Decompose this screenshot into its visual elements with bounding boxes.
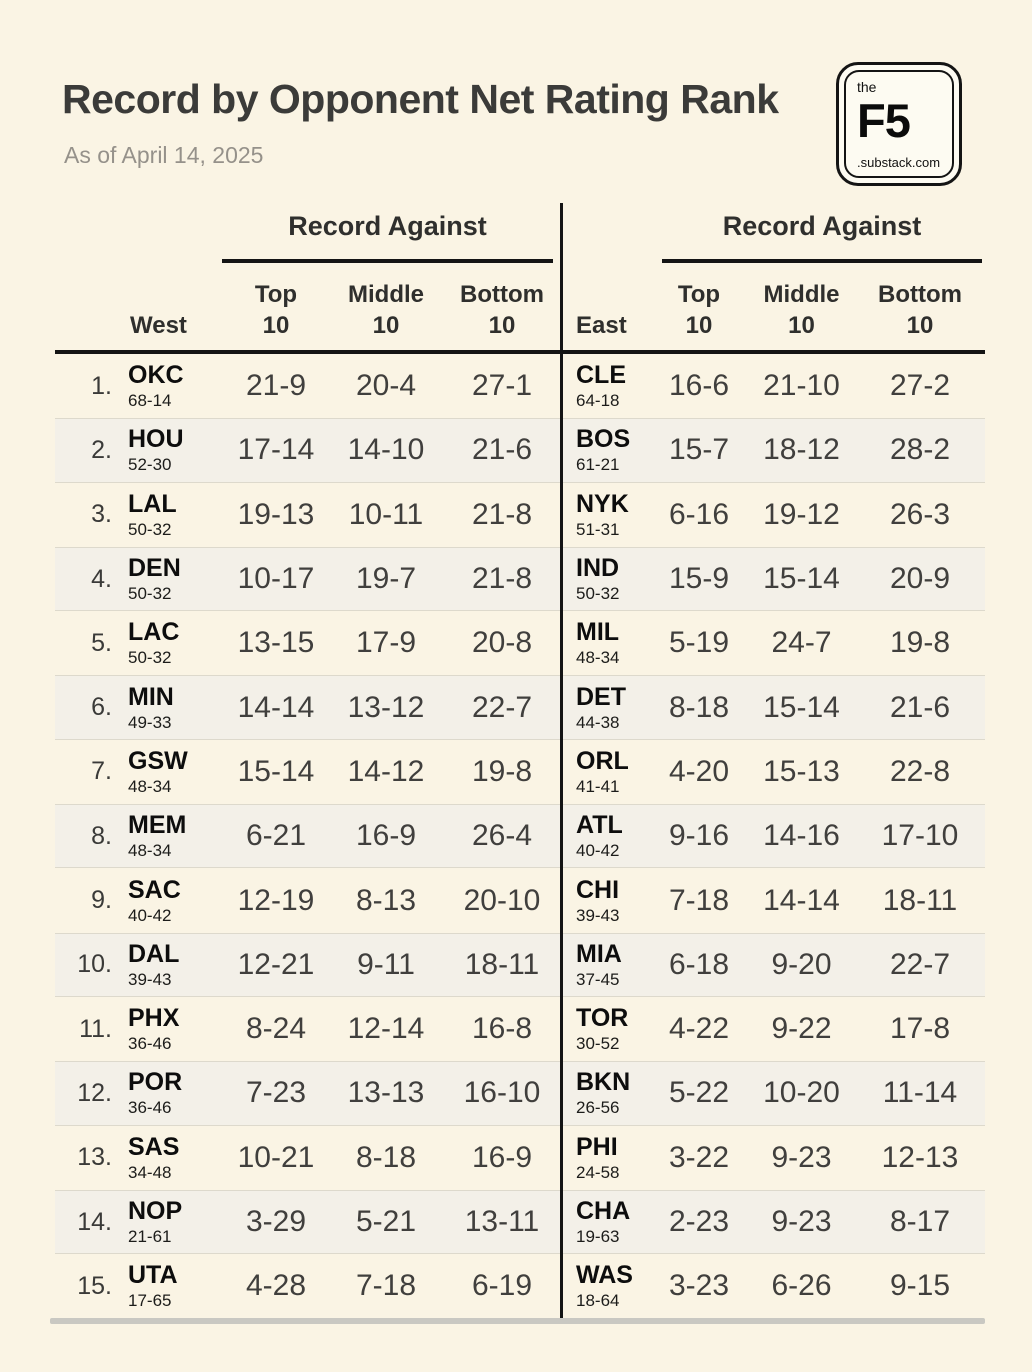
rank-label: 1. [91, 371, 112, 400]
west-top10-value: 17-14 [237, 433, 315, 467]
team-record: 39-43 [128, 969, 172, 989]
team-abbr: IND [576, 554, 620, 583]
team-record: 50-32 [128, 648, 172, 668]
east-bottom10-value: 22-7 [889, 947, 951, 981]
rank-label: 8. [91, 821, 112, 850]
page-title: Record by Opponent Net Rating Rank [62, 76, 779, 122]
team-record: 30-52 [576, 1034, 620, 1054]
west-top10-value: 6-21 [245, 819, 307, 853]
rank-label: 4. [91, 564, 112, 593]
team-abbr: HOU [128, 425, 184, 454]
table-row [55, 1254, 985, 1318]
east-top10-value: 15-7 [668, 433, 730, 467]
west-middle10-value: 5-21 [355, 1205, 417, 1238]
team-record: 68-14 [128, 391, 172, 411]
east-bottom10-value: 17-10 [881, 819, 959, 853]
team-record: 51-31 [576, 519, 620, 539]
team-record: 48-34 [128, 841, 172, 861]
west-top10-value: 13-15 [237, 626, 315, 660]
conference-divider-line [560, 203, 563, 1320]
east-top10-value: 16-6 [668, 369, 730, 403]
logo-substack-label: .substack.com [857, 155, 941, 170]
rank-label: 10. [77, 950, 112, 979]
team-abbr: UTA [128, 1261, 178, 1290]
west-team-cell [118, 1254, 222, 1318]
west-middle10-value: 13-13 [347, 1076, 425, 1110]
west-bottom10-value: 20-10 [463, 883, 541, 917]
east-middle10-value: 10-20 [763, 1076, 840, 1110]
west-middle10-value: 8-18 [355, 1140, 417, 1174]
team-abbr: MEM [128, 811, 187, 840]
team-abbr: TOR [576, 1004, 629, 1033]
f5-logo [836, 62, 962, 186]
west-bottom10-value: 6-19 [471, 1269, 533, 1303]
table-row [55, 740, 985, 804]
east-middle10-value: 15-14 [763, 690, 840, 724]
west-team-cell [118, 419, 222, 481]
col-header-line2: 10 [906, 311, 934, 339]
col-header-line2: 10 [685, 311, 713, 339]
east-middle10-value: 15-13 [763, 754, 840, 788]
col-header-line2: 10 [788, 311, 815, 339]
col-header-line1: Top [677, 280, 721, 308]
team-record: 34-48 [128, 1162, 172, 1182]
east-top10-value: 3-22 [668, 1140, 730, 1174]
east-top10-value: 6-16 [668, 497, 730, 531]
table-body [55, 354, 985, 1318]
col-header-line1: Bottom [460, 280, 544, 308]
east-bottom10-value: 8-17 [889, 1205, 951, 1238]
west-bottom10-value: 16-10 [463, 1076, 541, 1110]
group-header-west: Record Against [222, 205, 553, 263]
team-abbr: LAL [128, 489, 177, 518]
west-middle10-value: 8-13 [355, 883, 417, 917]
conference-label-east: East [576, 312, 627, 339]
west-top10-value: 19-13 [237, 497, 315, 531]
team-record: 26-56 [576, 1098, 620, 1118]
team-abbr: GSW [128, 746, 188, 775]
rank-label: 14. [77, 1207, 112, 1236]
east-team-cell [562, 997, 650, 1061]
column-header-row [55, 263, 985, 354]
team-record: 48-34 [576, 648, 620, 668]
east-top10-value: 6-18 [668, 947, 730, 981]
rank-label: 2. [91, 435, 112, 464]
east-bottom10-value: 18-11 [882, 883, 958, 917]
group-header-row [55, 205, 985, 263]
east-middle10-value: 14-16 [763, 819, 840, 853]
west-middle10-value: 12-14 [347, 1012, 425, 1046]
team-record: 50-32 [576, 584, 620, 604]
east-bottom10-value: 11-14 [882, 1076, 958, 1110]
rank-label: 13. [77, 1143, 112, 1172]
west-bottom10-value: 21-8 [471, 497, 533, 531]
east-middle10-value: 18-12 [763, 433, 840, 467]
team-record: 36-46 [128, 1098, 172, 1118]
east-top10-value: 5-19 [668, 626, 730, 660]
east-team-cell [562, 483, 650, 547]
east-top10-value: 4-20 [668, 754, 730, 788]
rank-label: 3. [91, 500, 112, 529]
west-top10-value: 10-21 [237, 1140, 315, 1174]
east-team-cell [562, 611, 650, 675]
table-row [55, 418, 985, 482]
team-record: 19-63 [576, 1227, 620, 1246]
team-abbr: MIN [128, 682, 174, 711]
east-middle10-value: 9-23 [771, 1205, 832, 1238]
team-abbr: CHA [576, 1197, 631, 1225]
team-record: 44-38 [576, 712, 620, 732]
west-middle10-value: 9-11 [357, 947, 415, 981]
west-top10-value: 10-17 [237, 562, 315, 596]
east-team-cell [562, 805, 650, 867]
team-record: 52-30 [128, 455, 172, 475]
west-team-cell [118, 611, 222, 675]
west-team-cell [118, 868, 222, 932]
east-middle10-value: 15-14 [763, 562, 840, 596]
team-record: 50-32 [128, 519, 172, 539]
standings-table [55, 205, 985, 1318]
west-middle10-value: 14-10 [347, 433, 425, 467]
team-abbr: PHX [128, 1004, 180, 1033]
team-abbr: ORL [576, 746, 629, 775]
east-bottom10-value: 27-2 [889, 369, 951, 403]
col-header-line2: 10 [372, 311, 400, 339]
table-row [55, 354, 985, 418]
team-record: 48-34 [128, 776, 172, 796]
team-abbr: ATL [576, 811, 623, 840]
west-bottom10-value: 20-8 [471, 626, 533, 660]
west-team-cell [118, 548, 222, 610]
east-team-cell [562, 740, 650, 804]
page-subtitle: As of April 14, 2025 [64, 142, 264, 168]
east-bottom10-value: 20-9 [889, 562, 951, 596]
west-bottom10-value: 21-6 [471, 433, 533, 467]
west-team-cell [118, 676, 222, 738]
west-bottom10-value: 18-11 [464, 947, 540, 981]
team-record: 24-58 [576, 1162, 620, 1182]
team-abbr: NYK [576, 489, 629, 518]
rank-label: 7. [91, 757, 112, 786]
col-header-middle10-west [330, 263, 442, 350]
f5-logo-key [844, 70, 954, 178]
east-bottom10-value: 17-8 [889, 1012, 951, 1046]
west-top10-value: 4-28 [245, 1269, 307, 1303]
team-abbr: PHI [576, 1132, 618, 1161]
west-top10-value: 12-21 [237, 947, 315, 981]
west-team-cell [118, 354, 222, 418]
west-team-cell [118, 740, 222, 804]
east-team-cell [562, 548, 650, 610]
col-header-line2: 10 [488, 311, 516, 339]
west-team-cell [118, 934, 222, 996]
table-row [55, 868, 985, 932]
east-middle10-value: 24-7 [771, 626, 832, 660]
west-team-cell [118, 805, 222, 867]
team-record: 49-33 [128, 712, 172, 732]
table-row [55, 933, 985, 997]
west-bottom10-value: 21-8 [471, 562, 533, 596]
table-row [55, 804, 985, 868]
team-record: 17-65 [128, 1291, 172, 1311]
col-header-line1: Top [254, 280, 298, 308]
west-middle10-value: 10-11 [348, 497, 424, 531]
logo-the-label: the [857, 79, 877, 95]
east-middle10-value: 21-10 [763, 369, 840, 403]
west-top10-value: 12-19 [237, 883, 315, 917]
rank-label: 15. [77, 1271, 112, 1300]
west-middle10-value: 16-9 [355, 819, 417, 853]
east-bottom10-value: 21-6 [889, 690, 951, 724]
west-bottom10-value: 26-4 [471, 819, 533, 853]
team-record: 41-41 [576, 776, 620, 796]
col-header-line1: Middle [348, 280, 424, 308]
west-top10-value: 8-24 [245, 1012, 307, 1046]
east-top10-value: 9-16 [668, 819, 730, 853]
east-bottom10-value: 28-2 [889, 433, 951, 467]
col-header-line1: Bottom [878, 280, 962, 308]
west-middle10-value: 13-12 [347, 690, 425, 724]
team-record: 36-46 [128, 1034, 172, 1054]
east-bottom10-value: 22-8 [889, 754, 951, 788]
east-middle10-value: 19-12 [763, 497, 840, 531]
east-middle10-value: 9-22 [771, 1012, 832, 1046]
table-row [55, 547, 985, 611]
team-abbr: DET [576, 682, 626, 711]
east-top10-value: 3-23 [668, 1269, 730, 1303]
team-abbr: MIA [576, 939, 622, 968]
east-team-cell [562, 868, 650, 932]
team-record: 61-21 [576, 455, 620, 475]
conference-label-west: West [130, 312, 187, 339]
col-header-bottom10-west [442, 263, 562, 350]
team-abbr: SAC [128, 875, 181, 904]
west-team-cell [118, 997, 222, 1061]
east-middle10-value: 6-26 [771, 1269, 832, 1303]
team-abbr: SAS [128, 1132, 180, 1161]
table-row [55, 1126, 985, 1190]
west-middle10-value: 7-18 [355, 1269, 417, 1303]
west-top10-value: 15-14 [237, 754, 315, 788]
west-team-cell [118, 1062, 222, 1124]
table-row [55, 611, 985, 675]
east-team-cell [562, 934, 650, 996]
east-team-cell [562, 1062, 650, 1124]
team-record: 40-42 [576, 841, 620, 861]
west-team-cell [118, 1126, 222, 1190]
col-header-top10-east [650, 263, 748, 350]
col-header-line1: Middle [763, 280, 840, 308]
west-bottom10-value: 13-11 [464, 1205, 540, 1238]
west-bottom10-value: 16-8 [471, 1012, 533, 1046]
west-bottom10-value: 22-7 [471, 690, 533, 724]
team-abbr: CLE [576, 361, 626, 390]
team-record: 18-64 [576, 1291, 620, 1311]
col-header-top10-west [222, 263, 330, 350]
east-top10-value: 4-22 [668, 1012, 730, 1046]
east-team-cell [562, 1191, 650, 1253]
east-top10-value: 5-22 [668, 1076, 730, 1110]
east-team-cell [562, 1254, 650, 1318]
table-row [55, 997, 985, 1061]
table-row [55, 1061, 985, 1125]
west-bottom10-value: 27-1 [471, 369, 533, 403]
team-abbr: MIL [576, 618, 620, 647]
west-top10-value: 14-14 [237, 690, 315, 724]
team-abbr: DAL [128, 939, 180, 968]
table-row [55, 675, 985, 739]
team-abbr: OKC [128, 361, 184, 390]
team-abbr: NOP [128, 1197, 183, 1225]
team-abbr: LAC [128, 618, 180, 647]
table-row [55, 1190, 985, 1254]
west-middle10-value: 19-7 [355, 562, 417, 596]
east-bottom10-value: 9-15 [889, 1269, 951, 1303]
rank-label: 9. [91, 886, 112, 915]
rank-label: 6. [91, 693, 112, 722]
team-abbr: BOS [576, 425, 631, 454]
east-middle10-value: 14-14 [763, 883, 840, 917]
west-middle10-value: 14-12 [347, 754, 425, 788]
east-team-cell [562, 676, 650, 738]
west-top10-value: 21-9 [245, 369, 307, 403]
team-abbr: WAS [576, 1261, 633, 1290]
east-bottom10-value: 12-13 [881, 1140, 959, 1174]
col-header-line2: 10 [262, 311, 290, 339]
east-middle10-value: 9-20 [771, 947, 832, 981]
east-team-cell [562, 354, 650, 418]
team-record: 37-45 [576, 969, 620, 989]
team-record: 50-32 [128, 584, 172, 604]
logo-f5-label: F5 [857, 94, 910, 147]
east-bottom10-value: 26-3 [889, 497, 951, 531]
east-team-cell [562, 1126, 650, 1190]
west-middle10-value: 17-9 [355, 626, 417, 660]
team-abbr: DEN [128, 554, 181, 583]
east-top10-value: 8-18 [668, 690, 730, 724]
team-abbr: POR [128, 1068, 183, 1097]
team-record: 40-42 [128, 905, 172, 925]
east-top10-value: 15-9 [668, 562, 730, 596]
east-middle10-value: 9-23 [771, 1140, 832, 1174]
west-bottom10-value: 19-8 [471, 754, 533, 788]
col-header-bottom10-east [855, 263, 985, 350]
east-team-cell [562, 419, 650, 481]
east-bottom10-value: 19-8 [889, 626, 951, 660]
rank-label: 11. [79, 1014, 112, 1043]
west-bottom10-value: 16-9 [471, 1140, 533, 1174]
rank-label: 12. [77, 1078, 112, 1107]
east-top10-value: 7-18 [668, 883, 730, 917]
rank-label: 5. [91, 628, 112, 657]
table-row [55, 483, 985, 547]
west-top10-value: 7-23 [245, 1076, 307, 1110]
team-abbr: BKN [576, 1068, 631, 1097]
west-team-cell [118, 483, 222, 547]
table-bottom-rule [50, 1318, 985, 1324]
east-top10-value: 2-23 [668, 1205, 730, 1238]
team-record: 64-18 [576, 391, 620, 411]
group-header-east: Record Against [662, 205, 982, 263]
west-team-cell [118, 1191, 222, 1253]
west-top10-value: 3-29 [245, 1205, 307, 1238]
team-record: 21-61 [128, 1227, 172, 1246]
west-middle10-value: 20-4 [355, 369, 417, 403]
col-header-middle10-east [748, 263, 855, 350]
team-record: 39-43 [576, 905, 620, 925]
team-abbr: CHI [576, 875, 620, 904]
